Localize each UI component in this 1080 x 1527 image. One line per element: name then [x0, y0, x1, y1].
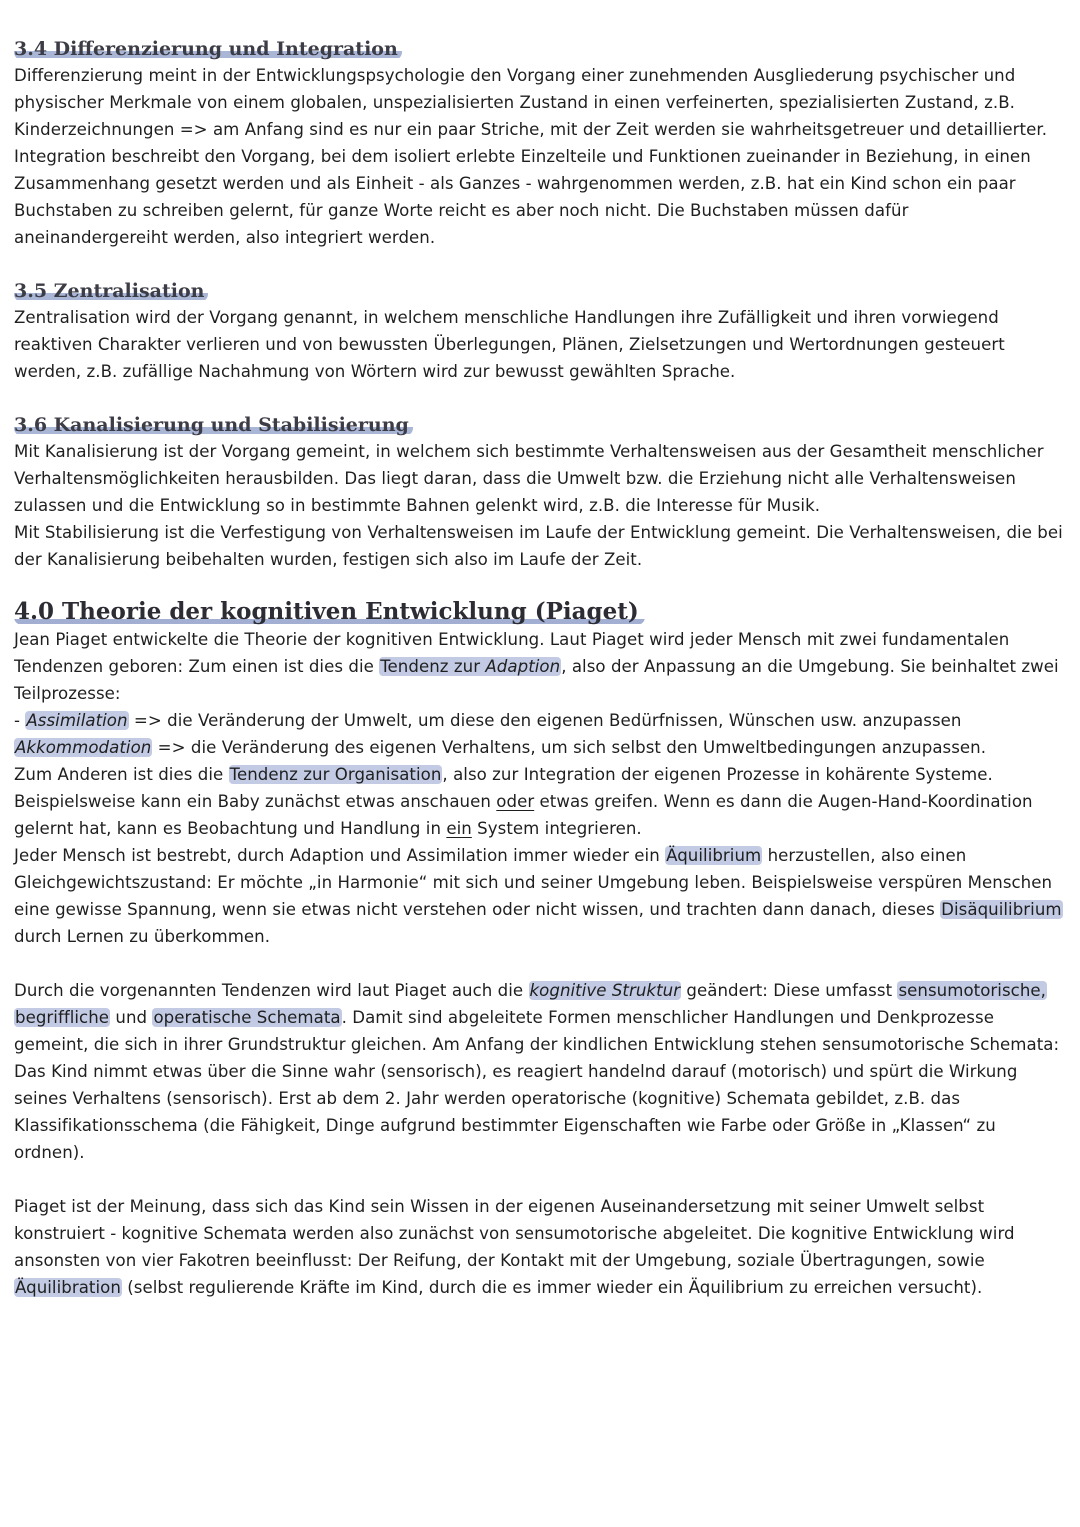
- section-4-0-heading-text: 4.0 Theorie der kognitiven Entwicklung (Piaget): [14, 598, 645, 625]
- text-run: (selbst regulierende Kräfte im Kind, durch die es immer wieder ein Äquilibrium zu erreichen versucht).: [121, 1278, 983, 1297]
- assimilation-line: [14, 707, 1064, 734]
- text-run: Jean Piaget entwickelte die Theorie der kognitiven Entwicklung. Laut Piaget wird jeder Mensch mit zwei fundamentalen Tendenzen geboren: Zum einen ist dies die: [14, 630, 1010, 676]
- highlight-aequilibrium: Äquilibrium: [666, 846, 762, 865]
- section-3-4-heading: [14, 36, 1064, 62]
- text-run: -: [14, 711, 26, 730]
- section-3-5-heading: [14, 278, 1064, 304]
- text-run: Jeder Mensch ist bestrebt, durch Adaption und Assimilation immer wieder ein: [14, 846, 666, 865]
- section-3-5-heading-text: 3.5 Zentralisation: [14, 280, 208, 302]
- section-4-0-paragraph-3: [14, 842, 1064, 950]
- text-run: Piaget ist der Meinung, dass sich das Kind sein Wissen in der eigenen Auseinandersetzung mit seiner Umwelt selbst konstruiert - kognitive Schemata werden also zunächst von sensumotorische abgeleitet. Die kognitive Entwicklung wird ansonsten von vier Fakotren beeinflusst: Der Reifung, der Kontakt mit der Umgebung, soziale Übertragungen, sowie: [14, 1197, 1015, 1270]
- section-3-6-paragraph-2: Mit Stabilisierung ist die Verfestigung von Verhaltensweisen im Laufe der Entwicklung gemeint. Die Verhaltensweisen, die bei der Kanalisierung beibehalten wurden, festigen sich also im Laufe der Zeit.: [14, 523, 1063, 569]
- text-run: Tendenz zur: [380, 657, 486, 676]
- akkommodation-line: [14, 734, 1064, 761]
- underlined-oder: oder: [496, 792, 535, 811]
- text-run: System integrieren.: [471, 819, 642, 838]
- underlined-ein: ein: [446, 819, 472, 838]
- section-3-4-heading-text: 3.4 Differenzierung und Integration: [14, 38, 402, 60]
- highlight-operatische-schemata: operatische Schemata: [153, 1008, 341, 1027]
- text-run: geändert: Diese umfasst: [681, 981, 898, 1000]
- section-4-0-paragraph-5: [14, 1193, 1064, 1301]
- section-3-6-paragraph-1: Mit Kanalisierung ist der Vorgang gemeint, in welchem sich bestimmte Verhaltensweisen aus der Gesamtheit menschlicher Verhaltensmöglichkeiten herausbilden. Das liegt daran, dass die Umwelt bzw. die Erziehung nicht alle Verhaltensweisen zulassen und die Entwicklung so in bestimmte Bahnen gelenkt wird, z.B. die Interesse für Musik.: [14, 442, 1044, 515]
- highlight-akkommodation: Akkommodation: [15, 738, 152, 757]
- highlight-sensumotorische: sensumotorische,: [898, 981, 1046, 1000]
- section-4-0-paragraph-2: [14, 761, 1064, 842]
- highlight-tendenz-adaption: [379, 657, 561, 676]
- text-run: Durch die vorgenannten Tendenzen wird laut Piaget auch die: [14, 981, 529, 1000]
- text-run: durch Lernen zu überkommen.: [14, 927, 271, 946]
- section-3-6-heading: [14, 412, 1064, 438]
- text-run: herzustellen, also einen Gleichgewichtszustand: Er möchte „in Harmonie“ mit sich und seiner Umgebung leben. Beispielsweise verspüren Menschen eine gewisse Spannung, wenn sie etwas nicht verstehen oder nicht wissen, und trachten dann danach, dieses: [14, 846, 1053, 919]
- section-3-6-heading-text: 3.6 Kanalisierung und Stabilisierung: [14, 414, 413, 436]
- text-run: Zum Anderen ist dies die: [14, 765, 229, 784]
- text-run: => die Veränderung der Umwelt, um diese den eigenen Bedürfnissen, Wünschen usw. anzupassen: [128, 711, 962, 730]
- text-run: etwas greifen. Wenn es dann die Augen-Hand-Koordination gelernt hat, kann es Beobachtung und Handlung in: [14, 792, 1033, 838]
- highlight-aequilibration: Äquilibration: [15, 1278, 121, 1297]
- section-4-0-paragraph-1: [14, 626, 1064, 707]
- highlight-begriffliche: begriffliche: [15, 1008, 110, 1027]
- highlight-assimilation: Assimilation: [26, 711, 128, 730]
- text-run: . Damit sind abgeleitete Formen menschlicher Handlungen und Denkprozesse gemeint, die sich in ihrer Grundstruktur gleichen. Am Anfang der kindlichen Entwicklung stehen sensumotorische Schemata: Das Kind nimmt etwas über die Sinne wahr (sensorisch), es reagiert handelnd darauf (motorisch) und spürt die Wirkung seines Verhaltens (sensorisch). Erst ab dem 2. Jahr werden operatorische (kognitive) Schemata gebildet, z.B. das Klassifikationsschema (die Fähigkeit, Dinge aufgrund bestimmter Eigenschaften wie Farbe oder Größe in „Klassen“ zu ordnen).: [14, 1008, 1060, 1162]
- text-run: => die Veränderung des eigenen Verhaltens, um sich selbst den Umweltbedingungen anzupassen.: [152, 738, 987, 757]
- text-run: und: [110, 1008, 153, 1027]
- section-3-4-paragraph-2: Integration beschreibt den Vorgang, bei dem isoliert erlebte Einzelteile und Funktionen zueinander in Beziehung, in einen Zusammenhang gesetzt werden und als Einheit - als Ganzes - wahrgenommen werden, z.B. hat ein Kind schon ein paar Buchstaben zu schreiben gelernt, für ganze Worte reicht es aber noch nicht. Die Buchstaben müssen dafür aneinandergereiht werden, also integriert werden.: [14, 147, 1031, 247]
- section-4-0-heading: [14, 597, 1064, 626]
- highlight-tendenz-organisation: Tendenz zur Organisation: [229, 765, 442, 784]
- document-page: [14, 36, 1064, 1301]
- section-3-4-paragraph-1: Differenzierung meint in der Entwicklungspsychologie den Vorgang einer zunehmenden Ausgliederung psychischer und physischer Merkmale von einem globalen, unspezialisierten Zustand in einen verfeinerten, spezialisierten Zustand, z.B. Kinderzeichnungen => am Anfang sind es nur ein paar Striche, mit der Zeit werden sie wahrheitsgetreuer und detaillierter.: [14, 66, 1048, 139]
- text-run: , also der Anpassung an die Umgebung. Sie beinhaltet zwei Teilprozesse:: [14, 657, 1059, 703]
- highlight-kognitive-struktur: kognitive Struktur: [529, 981, 681, 1000]
- highlight-disaequilibrium: Disäquilibrium: [941, 900, 1062, 919]
- section-3-5-paragraph-1: Zentralisation wird der Vorgang genannt, in welchem menschliche Handlungen ihre Zufälligkeit und ihren vorwiegend reaktiven Charakter verlieren und von bewussten Überlegungen, Plänen, Zielsetzungen und Wertordnungen gesteuert werden, z.B. zufällige Nachahmung von Wörtern wird zur bewusst gewählten Sprache.: [14, 308, 1005, 381]
- text-run-italic: Adaption: [485, 657, 561, 676]
- section-4-0-paragraph-4: [14, 977, 1064, 1166]
- text-run: , also zur Integration der eigenen Prozesse in kohärente Systeme. Beispielsweise kann ein Baby zunächst etwas anschauen: [14, 765, 993, 811]
